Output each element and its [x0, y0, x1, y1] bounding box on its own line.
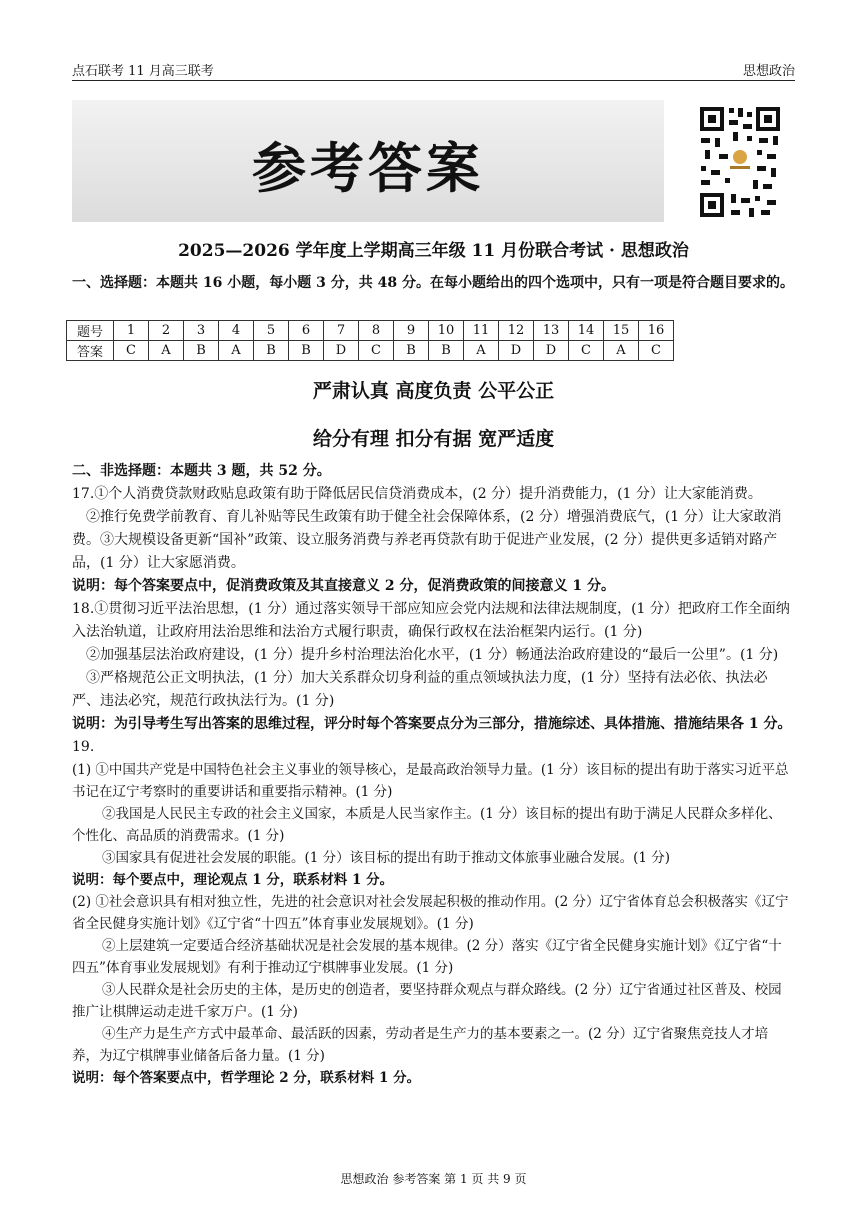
q-number: 11	[464, 321, 499, 341]
q19-1-point: ③国家具有促进社会发展的职能。(1 分）该目标的提出有助于推动文体旅事业融合发展。(1 分)	[102, 850, 671, 866]
q18-point: 18.①贯彻习近平法治思想，(1 分）通过落实领导干部应知应会党内法规和法律法规制度，(1 分）把政府工作全面纳入法治轨道，让政府用法治思维和法治方式履行职责，确保行政权在法治框架内运行。(1 分)	[72, 601, 790, 640]
q-answer: C	[639, 341, 674, 361]
q-answer: B	[394, 341, 429, 361]
section2-heading: 二、非选择题：本题共 3 题，共 52 分。	[72, 463, 331, 479]
q-number: 4	[219, 321, 254, 341]
q17-note: 说明：每个答案要点中，促消费政策及其直接意义 2 分，促消费政策的间接意义 1 分。	[72, 578, 615, 594]
section2	[72, 460, 795, 1089]
header-right: 思想政治	[742, 64, 795, 79]
q19-2-point: ③人民群众是社会历史的主体，是历史的创造者，要坚持群众观点与群众路线。(2 分）辽宁省通过社区普及、校园推广让棋牌运动走进千家万户。(1 分)	[72, 982, 782, 1020]
q-number: 15	[604, 321, 639, 341]
answer-table-answer-row	[67, 341, 674, 361]
q18-point: ③严格规范公正文明执法，(1 分）加大关系群众切身利益的重点领域执法力度，(1 分）坚持有法必依、执法必严、违法必究，规范行政执法行为。(1 分)	[72, 670, 768, 709]
q-number: 14	[569, 321, 604, 341]
q-answer: D	[499, 341, 534, 361]
answer-table-number-row	[67, 321, 674, 341]
q-answer: B	[184, 341, 219, 361]
motto-line-1: 严肃认真 高度负责 公平公正	[312, 380, 555, 402]
q19-2-point: (2) ①社会意识具有相对独立性，先进的社会意识对社会发展起积极的推动作用。(2 分）辽宁省体育总会积极落实《辽宁省全民健身实施计划》《辽宁省“十四五”体育事业发展规划》。(1 分)	[72, 894, 789, 932]
q19-label: 19.	[72, 739, 95, 755]
q-number: 13	[534, 321, 569, 341]
row-label-number: 题号	[67, 321, 114, 341]
q-answer: B	[429, 341, 464, 361]
q19-2-point: ④生产力是生产方式中最革命、最活跃的因素，劳动者是生产力的基本要素之一。(2 分）辽宁省聚焦竞技人才培养，为辽宁棋牌事业储备后备力量。(1 分)	[72, 1026, 769, 1064]
q-number: 7	[324, 321, 359, 341]
page-footer: 思想政治 参考答案 第 1 页 共 9 页	[340, 1172, 527, 1186]
q19-2-note: 说明：每个答案要点中，哲学理论 2 分，联系材料 1 分。	[72, 1070, 421, 1086]
q-answer: B	[254, 341, 289, 361]
qr-code-icon	[697, 104, 783, 220]
section1-heading: 一、选择题：本题共 16 小题，每小题 3 分，共 48 分。在每小题给出的四个选项中，只有一项是符合题目要求的。	[72, 275, 794, 291]
motto-line-2: 给分有理 扣分有据 宽严适度	[312, 428, 555, 450]
q-number: 10	[429, 321, 464, 341]
title-banner	[72, 100, 664, 222]
q-answer: A	[149, 341, 184, 361]
q-answer: A	[219, 341, 254, 361]
q-answer: A	[604, 341, 639, 361]
q-answer: B	[289, 341, 324, 361]
q17-point: ②推行免费学前教育、育儿补贴等民生政策有助于健全社会保障体系，(2 分）增强消费底气，(1 分）让大家敢消费。③大规模设备更新“国补”政策、设立服务消费与养老再贷款有助于促进产业发展，(2 分）提供更多适销对路产品，(1 分）让大家愿消费。	[72, 509, 782, 571]
q19-1-note: 说明：每个要点中，理论观点 1 分，联系材料 1 分。	[72, 872, 394, 888]
q18-point: ②加强基层法治政府建设，(1 分）提升乡村治理法治化水平，(1 分）畅通法治政府建设的“最后一公里”。(1 分)	[86, 647, 779, 663]
answer-table	[66, 320, 674, 361]
q-answer: C	[114, 341, 149, 361]
q-number: 12	[499, 321, 534, 341]
row-label-answer: 答案	[67, 341, 114, 361]
q17-point: 17.①个人消费贷款财政贴息政策有助于降低居民信贷消费成本，(2 分）提升消费能力，(1 分）让大家能消费。	[72, 486, 762, 502]
q-answer: A	[464, 341, 499, 361]
q-number: 3	[184, 321, 219, 341]
q-number: 6	[289, 321, 324, 341]
q-number: 5	[254, 321, 289, 341]
q-number: 9	[394, 321, 429, 341]
q-number: 8	[359, 321, 394, 341]
q-answer: C	[569, 341, 604, 361]
banner-title: 参考答案	[252, 136, 484, 200]
header-left: 点石联考 11 月高三联考	[72, 64, 214, 79]
q-answer: D	[534, 341, 569, 361]
page-header	[72, 58, 795, 81]
q-answer: C	[359, 341, 394, 361]
q-number: 2	[149, 321, 184, 341]
q-answer: D	[324, 341, 359, 361]
q18-note: 说明：为引导考生写出答案的思维过程，评分时每个答案要点分为三部分，措施综述、具体措施、措施结果各 1 分。	[72, 716, 792, 732]
q-number: 1	[114, 321, 149, 341]
q19-1-point: (1) ①中国共产党是中国特色社会主义事业的领导核心，是最高政治领导力量。(1 分）该目标的提出有助于落实习近平总书记在辽宁考察时的重要讲话和重要指示精神。(1 分)	[72, 762, 789, 800]
exam-title: 2025—2026 学年度上学期高三年级 11 月份联合考试 · 思想政治	[178, 241, 689, 261]
q19-1-point: ②我国是人民民主专政的社会主义国家，本质是人民当家作主。(1 分）该目标的提出有助于满足人民群众多样化、个性化、高品质的消费需求。(1 分)	[72, 806, 782, 844]
q19-2-point: ②上层建筑一定要适合经济基础状况是社会发展的基本规律。(2 分）落实《辽宁省全民健身实施计划》《辽宁省“十四五”体育事业发展规划》有利于推动辽宁棋牌事业发展。(1 分)	[72, 938, 782, 976]
q-number: 16	[639, 321, 674, 341]
